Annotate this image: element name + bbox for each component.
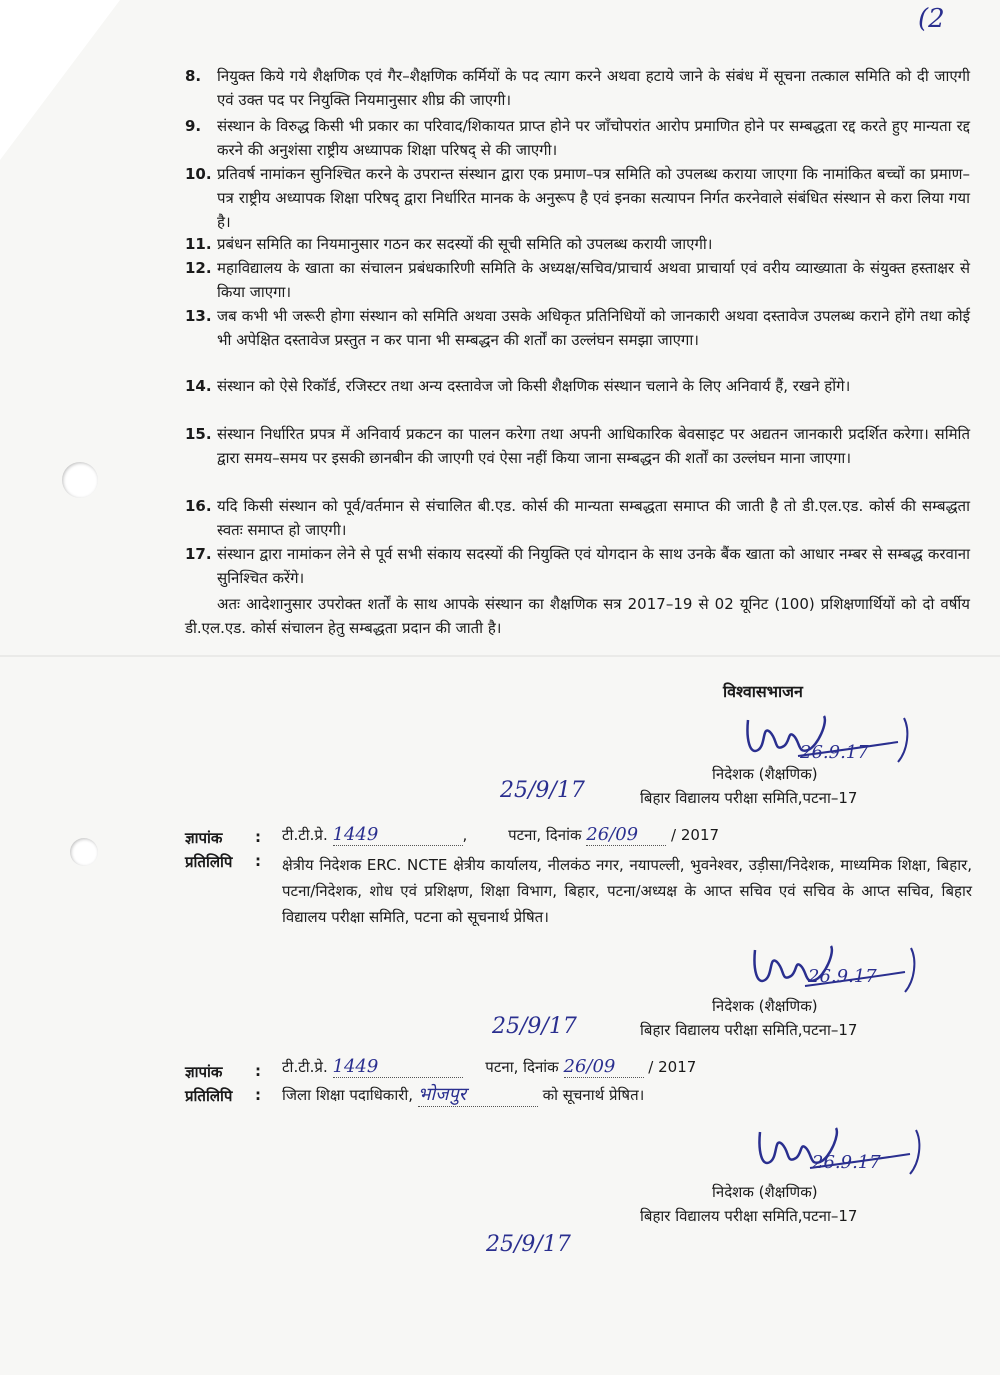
item-number: 10. <box>185 165 212 183</box>
copy-label: प्रतिलिपि <box>185 853 233 871</box>
designation-label: निदेशक (शैक्षणिक) <box>712 997 818 1015</box>
memo-ref-prefix: टी.टी.प्रे. <box>282 826 328 844</box>
memo-ref-number: 1449 <box>332 824 379 845</box>
sign-off-heading: विश्वासभाजन <box>723 682 803 701</box>
item-number: 9. <box>185 117 202 135</box>
list-item <box>185 304 970 352</box>
signature-date: 26.9.17 <box>800 742 869 763</box>
item-number: 15. <box>185 425 212 443</box>
memo-label: ज्ञापांक <box>185 829 223 847</box>
item-number: 13. <box>185 307 212 325</box>
punch-hole <box>70 838 98 866</box>
district-field <box>418 1082 538 1107</box>
copy-colon: : <box>255 852 261 870</box>
item-text: यदि किसी संस्थान को पूर्व/वर्तमान से संचालित बी.एड. कोर्स की मान्यता सम्बद्धता समाप्त की जाती है तो डी.एल.एड. कोर्स की सम्बद्धता स्वतः समाप्त हो जाएगी। <box>217 497 970 539</box>
memo-ref-number-field <box>333 1056 463 1078</box>
item-text: महाविद्यालय के खाता का संचालन प्रबंधकारिणी समिति के अध्यक्ष/सचिव/प्राचार्य अथवा प्राचार्या एवं वरीय व्याख्याता के संयुक्त हस्ताक्षर से किया जाएगा। <box>217 259 970 301</box>
memo-colon: : <box>255 828 261 846</box>
item-number: 16. <box>185 497 212 515</box>
memo-date: 26/09 <box>563 1056 616 1077</box>
memo-date-label: पटना, दिनांक <box>485 1058 559 1076</box>
item-number: 12. <box>185 259 212 277</box>
list-item <box>185 494 970 542</box>
item-text: संस्थान को ऐसे रिकॉर्ड, रजिस्टर तथा अन्य दस्तावेज जो किसी शैक्षणिक संस्थान चलाने के लिए अनिवार्य हैं, रखने होंगे। <box>217 377 851 395</box>
item-number: 8. <box>185 67 202 85</box>
list-item <box>185 232 970 256</box>
signature-date: 26.9.17 <box>808 966 877 987</box>
punch-hole <box>62 462 98 498</box>
item-number: 17. <box>185 545 212 563</box>
list-item <box>185 162 970 234</box>
memo-ref-prefix: टी.टी.प्रे. <box>282 1058 328 1076</box>
memo-year: / 2017 <box>648 1058 697 1076</box>
organization-label: बिहार विद्यालय परीक्षा समिति,पटना–17 <box>640 1021 858 1039</box>
memo-ref-line: टी.टी.प्रे. 1449 , पटना, दिनांक 26/09 / 2017 <box>282 824 720 845</box>
list-item <box>185 542 970 590</box>
page-number: (2 <box>918 4 945 34</box>
paper-fold-line <box>0 655 1000 657</box>
item-text: संस्थान निर्धारित प्रपत्र में अनिवार्य प्रकटन का पालन करेगा तथा अपनी आधिकारिक बेवसाइट पर अद्यतन जानकारी प्रदर्शित करेगा। समिति द्वारा समय–समय पर इसकी छानबीन की जाएगी एवं ऐसा नहीं किया जाना सम्बद्धन की शर्तों का उल्लंघन माना जाएगा। <box>217 425 970 467</box>
initial-date-handwritten: 25/9/17 <box>500 778 585 803</box>
item-text: संस्थान के विरुद्ध किसी भी प्रकार का परिवाद/शिकायत प्राप्त होने पर जाँचोपरांत आरोप प्रमाणित होने पर सम्बद्धता रद्द करते हुए मान्यता रद्द करने की अनुशंसा राष्ट्रीय अध्यापक शिक्षा परिषद् से की जाएगी। <box>217 117 970 159</box>
copy-suffix: को सूचनार्थ प्रेषित। <box>542 1086 645 1104</box>
initial-date-handwritten: 25/9/17 <box>486 1232 571 1257</box>
memo-label: ज्ञापांक <box>185 1063 223 1081</box>
signature-date: 26.9.17 <box>812 1152 881 1173</box>
list-item <box>185 64 970 112</box>
item-number: 11. <box>185 235 212 253</box>
item-text: जब कभी भी जरूरी होगा संस्थान को समिति अथवा उसके अधिकृत प्रतिनिधियों को जानकारी अथवा दस्तावेज उपलब्ध कराने होंगे तथा कोई भी अपेक्षित दस्तावेज प्रस्तुत न कर पाना भी सम्बद्धन की शर्तों का उल्लंघन समझा जाएगा। <box>217 307 970 349</box>
list-item <box>185 422 970 470</box>
memo-date-label: पटना, दिनांक <box>508 826 582 844</box>
designation-label: निदेशक (शैक्षणिक) <box>712 765 818 783</box>
item-text: प्रतिवर्ष नामांकन सुनिश्चित करने के उपरान्त संस्थान द्वारा एक प्रमाण–पत्र समिति को उपलब्ध कराया जाएगा कि नामांकित बच्चों का प्रमाण–पत्र राष्ट्रीय अध्यापक शिक्षा परिषद् द्वारा निर्धारित मानक के अनुरूप है एवं इनका सत्यापन निर्गत करनेवाले संबंधित संस्थान से करा लिया गया है। <box>217 165 970 231</box>
memo-year: / 2017 <box>671 826 720 844</box>
memo-ref-number-field <box>333 824 463 846</box>
copy-label: प्रतिलिपि <box>185 1087 233 1105</box>
copy-recipients: क्षेत्रीय निदेशक ERC. NCTE क्षेत्रीय कार्यालय, नीलकंठ नगर, नयापल्ली, भुवनेश्वर, उड़ीसा/निदेशक, माध्यमिक शिक्षा, बिहार, पटना/निदेशक, शोध एवं प्रशिक्षण, शिक्षा विभाग, बिहार, पटना/अध्यक्ष के आप्त सचिव एवं सचिव के आप्त सचिव, बिहार विद्यालय परीक्षा समिति, पटना को सूचनार्थ प्रेषित। <box>282 856 972 926</box>
list-item <box>185 256 970 304</box>
item-number: 14. <box>185 377 212 395</box>
district-name: भोजपुर <box>417 1084 467 1105</box>
copy-colon: : <box>255 1086 261 1104</box>
organization-label: बिहार विद्यालय परीक्षा समिति,पटना–17 <box>640 789 858 807</box>
memo-ref-line <box>282 1056 982 1078</box>
item-text: नियुक्त किये गये शैक्षणिक एवं गैर–शैक्षणिक कर्मियों के पद त्याग करने अथवा हटाये जाने के संबंध में सूचना तत्काल समिति को दी जाएगी एवं उक्त पद पर नियुक्ति नियमानुसार शीघ्र की जाएगी। <box>217 67 970 109</box>
memo-ref-number: 1449 <box>332 1056 379 1077</box>
copy-recipients <box>282 1082 972 1107</box>
list-item <box>185 114 970 162</box>
list-item <box>185 374 970 398</box>
initial-date-handwritten: 25/9/17 <box>492 1014 577 1039</box>
item-text: संस्थान द्वारा नामांकन लेने से पूर्व सभी संकाय सदस्यों की नियुक्ति एवं योगदान के साथ उनके बैंक खाता को आधार नम्बर से सम्बद्ध करवाना सुनिश्चित करेंगे। <box>217 545 970 587</box>
memo-date-field <box>586 824 666 846</box>
memo-date-field <box>564 1056 644 1078</box>
memo-date: 26/09 <box>586 824 639 845</box>
item-text: प्रबंधन समिति का नियमानुसार गठन कर सदस्यों की सूची समिति को उपलब्ध करायी जाएगी। <box>217 235 713 253</box>
copy-prefix: जिला शिक्षा पदाधिकारी, <box>282 1086 414 1104</box>
designation-label: निदेशक (शैक्षणिक) <box>712 1183 818 1201</box>
organization-label: बिहार विद्यालय परीक्षा समिति,पटना–17 <box>640 1207 858 1225</box>
closing-paragraph: अतः आदेशानुसार उपरोक्त शर्तों के साथ आपके संस्थान का शैक्षणिक सत्र 2017–19 से 02 यूनिट (100) प्रशिक्षणार्थियों को दो वर्षीय डी.एल.एड. कोर्स संचालन हेतु सम्बद्धता प्रदान की जाती है। <box>185 595 970 637</box>
memo-colon: : <box>255 1062 261 1080</box>
